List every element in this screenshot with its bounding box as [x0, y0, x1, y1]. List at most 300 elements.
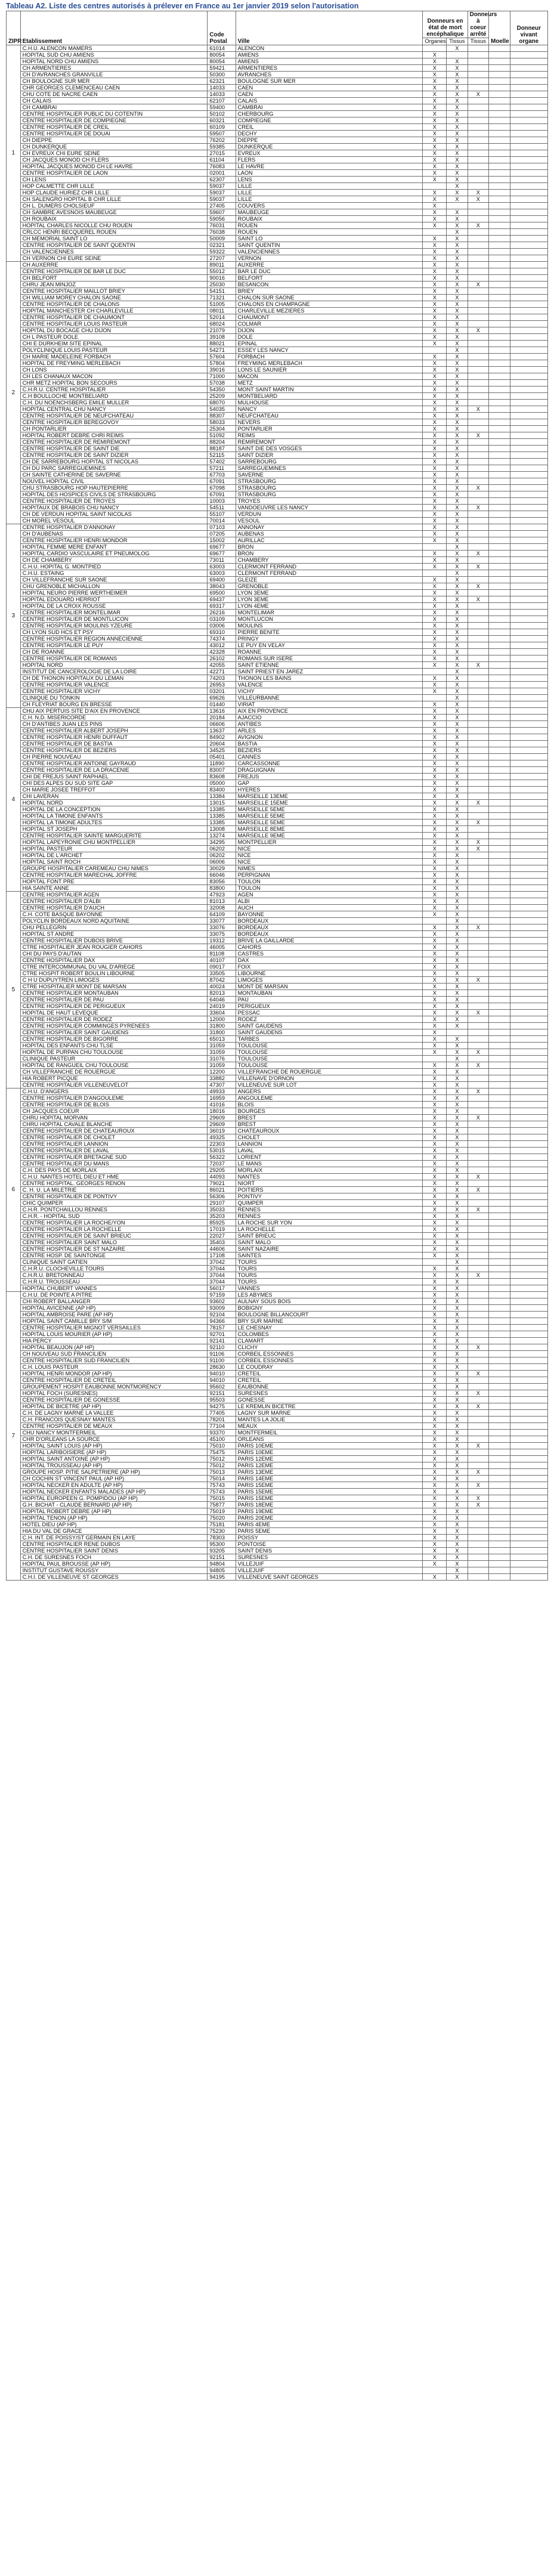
code-postal-cell: 92110	[208, 1344, 236, 1351]
ville-cell: BASTIA	[236, 741, 423, 747]
etablissement-cell: CHI E DURKHEIM SITE EPINAL	[20, 341, 208, 347]
table-row	[7, 826, 548, 833]
etablissement-cell: CENTRE HOSPITALIER DE SAINT BRIEUC	[20, 1233, 208, 1239]
code-postal-cell: 57038	[208, 380, 236, 386]
organes-mark: X	[423, 360, 447, 367]
ville-cell: SARREBOURG	[236, 459, 423, 465]
donneur-vivant-mark	[510, 1253, 547, 1259]
coeur-arrete-mark	[468, 236, 488, 242]
organes-mark: X	[423, 465, 447, 472]
ville-cell: STRASBOURG	[236, 478, 423, 485]
moelle-mark	[489, 806, 510, 813]
code-postal-cell: 78201	[208, 1417, 236, 1423]
ville-cell: BAR LE DUC	[236, 268, 423, 275]
donneur-vivant-mark	[510, 583, 547, 590]
code-postal-cell: 26216	[208, 610, 236, 616]
code-postal-cell: 41016	[208, 1102, 236, 1108]
coeur-arrete-mark	[468, 990, 488, 997]
tissus-mark: X	[447, 1305, 468, 1312]
organes-mark: X	[423, 459, 447, 465]
donneur-vivant-mark	[510, 531, 547, 537]
code-postal-cell: 10003	[208, 498, 236, 505]
coeur-arrete-mark	[468, 1036, 488, 1043]
etablissement-cell: CH CAMBRAI	[20, 104, 208, 111]
moelle-mark	[489, 1344, 510, 1351]
ville-cell: GONESSE	[236, 1397, 423, 1403]
ville-cell: BRIVE LA GAILLARDE	[236, 938, 423, 944]
tissus-mark: X	[447, 1161, 468, 1167]
moelle-mark	[489, 1253, 510, 1259]
moelle-mark	[489, 931, 510, 938]
etablissement-cell: CHR GEORGES CLEMENCEAU CAEN	[20, 85, 208, 91]
tissus-mark: X	[447, 885, 468, 892]
coeur-arrete-mark	[468, 288, 488, 295]
organes-mark: X	[423, 203, 447, 209]
organes-mark: X	[423, 321, 447, 327]
etablissement-cell: CENTRE HOSPITALIER BRETAGNE SUD	[20, 1154, 208, 1161]
etablissement-cell: CENTRE HOSPITALIER LANNION	[20, 1141, 208, 1148]
coeur-arrete-mark	[468, 373, 488, 380]
tissus-mark: X	[447, 45, 468, 52]
tissus-mark: X	[447, 872, 468, 879]
table-row	[7, 419, 548, 426]
ville-cell: SAINT MALO	[236, 1239, 423, 1246]
tissus-mark: X	[447, 137, 468, 144]
coeur-arrete-mark	[468, 1449, 488, 1456]
organes-mark: X	[423, 1029, 447, 1036]
donneur-vivant-mark	[510, 1029, 547, 1036]
ville-cell: AURILLAC	[236, 537, 423, 544]
donneur-vivant-mark	[510, 1200, 547, 1207]
table-row	[7, 944, 548, 951]
coeur-arrete-mark	[468, 1364, 488, 1371]
moelle-mark	[489, 596, 510, 603]
tissus-mark: X	[447, 117, 468, 124]
code-postal-cell: 44093	[208, 1174, 236, 1180]
tissus-mark: X	[447, 1200, 468, 1207]
moelle-mark	[489, 1357, 510, 1364]
tissus-mark: X	[447, 1233, 468, 1239]
tissus-mark: X	[447, 236, 468, 242]
etablissement-cell: HOPITAL SAINT LOUIS (AP HP)	[20, 1443, 208, 1449]
tissus-mark: X	[447, 229, 468, 236]
moelle-mark	[489, 1371, 510, 1377]
table-row	[7, 301, 548, 308]
moelle-mark	[489, 1010, 510, 1016]
coeur-arrete-mark	[468, 787, 488, 793]
organes-mark: X	[423, 1397, 447, 1403]
donneur-vivant-mark	[510, 1574, 547, 1581]
donneur-vivant-mark	[510, 1226, 547, 1233]
etablissement-cell: CH DUNKERQUE	[20, 144, 208, 150]
organes-mark: X	[423, 1423, 447, 1430]
tissus-mark: X	[447, 708, 468, 715]
tissus-mark: X	[447, 1331, 468, 1338]
organes-mark	[423, 695, 447, 701]
code-postal-cell: 54350	[208, 386, 236, 393]
table-row	[7, 1213, 548, 1220]
code-postal-cell: 13637	[208, 728, 236, 734]
ville-cell: COMPIEGNE	[236, 117, 423, 124]
etablissement-cell: CH MARIE JOSEE TREFFOT	[20, 787, 208, 793]
code-postal-cell: 50300	[208, 72, 236, 78]
etablissement-cell: HOPITAL AMBROISE PARE (AP HP)	[20, 1312, 208, 1318]
table-row	[7, 98, 548, 104]
coeur-arrete-mark	[468, 78, 488, 85]
coeur-arrete-mark	[468, 170, 488, 177]
code-postal-cell: 59385	[208, 144, 236, 150]
etablissement-cell: CENTRE HOSP. DE SAINTONGE	[20, 1253, 208, 1259]
table-row	[7, 386, 548, 393]
etablissement-cell: CLINIQUE SAINT GATIEN	[20, 1259, 208, 1266]
ville-cell: CALAIS	[236, 98, 423, 104]
donneur-vivant-mark	[510, 446, 547, 452]
etablissement-cell: C.H.R.U. TROUSSEAU	[20, 1279, 208, 1285]
etablissement-cell: CENTRE HOSPITALIER COMMINGES PYRENEES	[20, 1023, 208, 1029]
code-postal-cell: 62321	[208, 78, 236, 85]
organes-mark: X	[423, 1417, 447, 1423]
tissus-mark: X	[447, 964, 468, 970]
etablissement-cell: CENTRE HOSPITALIER SUD FRANCILIEN	[20, 1357, 208, 1364]
tissus-mark: X	[447, 813, 468, 820]
etablissement-cell: CHI DES ALPES DU SUD SITE GAP	[20, 780, 208, 787]
etablissement-cell: CHR D'ORLEANS LA SOURCE	[20, 1436, 208, 1443]
etablissement-cell: CH DE SARREBOURG HOPITAL ST NICOLAS	[20, 459, 208, 465]
moelle-mark	[489, 557, 510, 564]
organes-mark: X	[423, 1403, 447, 1410]
code-postal-cell: 91100	[208, 1357, 236, 1364]
coeur-arrete-mark	[468, 85, 488, 91]
ville-cell: MORLAIX	[236, 1167, 423, 1174]
table-row	[7, 715, 548, 721]
ville-cell: BRON	[236, 544, 423, 551]
moelle-mark	[489, 190, 510, 196]
code-postal-cell: 14033	[208, 85, 236, 91]
donneur-vivant-mark	[510, 1134, 547, 1141]
moelle-mark	[489, 1554, 510, 1561]
organes-mark: X	[423, 715, 447, 721]
donneur-vivant-mark	[510, 150, 547, 157]
tissus-mark: X	[447, 1010, 468, 1016]
organes-mark: X	[423, 911, 447, 918]
donneur-vivant-mark	[510, 662, 547, 669]
coeur-arrete-mark	[468, 557, 488, 564]
etablissement-cell: CENTRE HOSPITALIER MOULINS YZEURE	[20, 623, 208, 629]
ville-cell: PARIS 13EME	[236, 1469, 423, 1476]
ville-cell: CHOLET	[236, 1134, 423, 1141]
moelle-mark	[489, 537, 510, 544]
code-postal-cell: 74374	[208, 636, 236, 642]
coeur-arrete-mark	[468, 984, 488, 990]
moelle-mark	[489, 485, 510, 491]
coeur-arrete-mark: X	[468, 1482, 488, 1489]
organes-mark: X	[423, 1115, 447, 1121]
moelle-mark	[489, 117, 510, 124]
coeur-arrete-mark: X	[468, 564, 488, 570]
tissus-mark: X	[447, 1515, 468, 1522]
organes-mark: X	[423, 511, 447, 518]
moelle-mark	[489, 787, 510, 793]
ville-cell: AUXERRE	[236, 262, 423, 268]
organes-mark: X	[423, 452, 447, 459]
ville-cell: SAINT LO	[236, 236, 423, 242]
table-row	[7, 1357, 548, 1364]
tissus-mark: X	[447, 150, 468, 157]
tissus-mark: X	[447, 1377, 468, 1384]
code-postal-cell: 56306	[208, 1193, 236, 1200]
table-row	[7, 203, 548, 209]
moelle-mark	[489, 662, 510, 669]
donneur-vivant-mark	[510, 524, 547, 531]
code-postal-cell: 54511	[208, 505, 236, 511]
etablissement-cell: CH D'AVRANCHES GRANVILLE	[20, 72, 208, 78]
tissus-mark: X	[447, 308, 468, 314]
moelle-mark	[489, 144, 510, 150]
code-postal-cell: 57604	[208, 354, 236, 360]
ville-cell: TOURS	[236, 1279, 423, 1285]
code-postal-cell: 51092	[208, 432, 236, 439]
organes-mark: X	[423, 373, 447, 380]
ville-cell: SAINT DIZIER	[236, 452, 423, 459]
coeur-arrete-mark: X	[468, 1049, 488, 1056]
organes-mark: X	[423, 222, 447, 229]
coeur-arrete-mark	[468, 767, 488, 774]
code-postal-cell: 05401	[208, 754, 236, 760]
donneur-vivant-mark	[510, 1003, 547, 1010]
tissus-mark: X	[447, 551, 468, 557]
code-postal-cell: 68024	[208, 321, 236, 327]
table-row	[7, 813, 548, 820]
coeur-arrete-mark: X	[468, 924, 488, 931]
code-postal-cell: 35403	[208, 1239, 236, 1246]
coeur-arrete-mark	[468, 859, 488, 865]
code-postal-cell: 02321	[208, 242, 236, 249]
code-postal-cell: 50102	[208, 111, 236, 117]
tissus-mark: X	[447, 439, 468, 446]
moelle-mark	[489, 85, 510, 91]
table-row	[7, 537, 548, 544]
code-postal-cell: 33604	[208, 1010, 236, 1016]
donneur-vivant-mark	[510, 321, 547, 327]
coeur-arrete-mark	[468, 98, 488, 104]
code-postal-cell: 56017	[208, 1285, 236, 1292]
coeur-arrete-mark	[468, 616, 488, 623]
ville-cell: NICE	[236, 859, 423, 865]
ville-cell: REMIREMONT	[236, 439, 423, 446]
donneur-vivant-mark	[510, 1141, 547, 1148]
tissus-mark: X	[447, 1298, 468, 1305]
code-postal-cell: 64046	[208, 997, 236, 1003]
table-row	[7, 800, 548, 806]
organes-mark: X	[423, 446, 447, 452]
tissus-mark: X	[447, 682, 468, 688]
etablissement-cell: CHRU HOPITAL CAVALE BLANCHE	[20, 1121, 208, 1128]
coeur-arrete-mark: X	[468, 222, 488, 229]
etablissement-cell: CENTRE HOSPITALIER PUBLIC DU COTENTIN	[20, 111, 208, 117]
table-row	[7, 65, 548, 72]
moelle-mark	[489, 701, 510, 708]
table-row	[7, 1272, 548, 1279]
organes-mark: X	[423, 1213, 447, 1220]
ville-cell: LILLE	[236, 190, 423, 196]
coeur-arrete-mark	[468, 1167, 488, 1174]
ville-cell: SAINTES	[236, 1253, 423, 1259]
code-postal-cell: 46005	[208, 944, 236, 951]
donneur-vivant-mark	[510, 833, 547, 839]
organes-mark: X	[423, 1134, 447, 1141]
code-postal-cell: 59607	[208, 209, 236, 216]
header-ville: Ville	[236, 11, 423, 45]
organes-mark: X	[423, 1161, 447, 1167]
etablissement-cell: HOPITAL DU BOCAGE CHU DIJON	[20, 327, 208, 334]
table-row	[7, 511, 548, 518]
code-postal-cell: 03006	[208, 623, 236, 629]
code-postal-cell: 13385	[208, 806, 236, 813]
table-row	[7, 1167, 548, 1174]
moelle-mark	[489, 1102, 510, 1108]
moelle-mark	[489, 91, 510, 98]
table-row	[7, 72, 548, 78]
table-row	[7, 465, 548, 472]
donneur-vivant-mark	[510, 1443, 547, 1449]
header-donneurs-coeur: Donneurs à coeur arrêté	[468, 11, 488, 38]
etablissement-cell: GROUPE HOSPITALIER CAREMEAU CHU NIMES	[20, 865, 208, 872]
organes-mark: X	[423, 997, 447, 1003]
moelle-mark	[489, 767, 510, 774]
organes-mark: X	[423, 163, 447, 170]
code-postal-cell: 86021	[208, 1187, 236, 1193]
coeur-arrete-mark	[468, 1312, 488, 1318]
coeur-arrete-mark: X	[468, 1403, 488, 1410]
coeur-arrete-mark	[468, 675, 488, 682]
ville-cell: DOLE	[236, 334, 423, 341]
moelle-mark	[489, 393, 510, 400]
etablissement-cell: CENTRE HOSPITALIER VICHY	[20, 688, 208, 695]
header-donneurs-mort: Donneurs en état de mort encéphalique	[423, 11, 468, 38]
donneur-vivant-mark	[510, 1357, 547, 1364]
ville-cell: GRENOBLE	[236, 583, 423, 590]
tissus-mark: X	[447, 721, 468, 728]
coeur-arrete-mark: X	[468, 551, 488, 557]
code-postal-cell: 83400	[208, 787, 236, 793]
code-postal-cell: 67098	[208, 485, 236, 491]
ville-cell: LES ABYMES	[236, 1292, 423, 1298]
etablissement-cell: CH PIERRE NOUVEAU	[20, 754, 208, 760]
ville-cell: BELFORT	[236, 275, 423, 282]
etablissement-cell: CENTRE HOSPITALIER DE MEAUX	[20, 1423, 208, 1430]
etablissement-cell: CH VILLEFRANCHE DE ROUERGUE	[20, 1069, 208, 1075]
ville-cell: MOULINS	[236, 623, 423, 629]
code-postal-cell: 61104	[208, 157, 236, 163]
table-row	[7, 137, 548, 144]
organes-mark	[423, 570, 447, 577]
tissus-mark: X	[447, 918, 468, 924]
code-postal-cell: 92151	[208, 1554, 236, 1561]
donneur-vivant-mark	[510, 1154, 547, 1161]
coeur-arrete-mark	[468, 590, 488, 596]
ville-cell: BORDEAUX	[236, 924, 423, 931]
tissus-mark: X	[447, 85, 468, 91]
table-row	[7, 938, 548, 944]
tissus-mark: X	[447, 91, 468, 98]
code-postal-cell: 83056	[208, 879, 236, 885]
ville-cell: TARBES	[236, 1036, 423, 1043]
donneur-vivant-mark	[510, 957, 547, 964]
tissus-mark: X	[447, 1279, 468, 1285]
code-postal-cell: 83007	[208, 767, 236, 774]
organes-mark: X	[423, 177, 447, 183]
etablissement-cell: CENTRE HOSPITALIER RENE DUBOS	[20, 1541, 208, 1548]
code-postal-cell: 59507	[208, 131, 236, 137]
ville-cell: SARREGUEMINES	[236, 465, 423, 472]
organes-mark: X	[423, 1456, 447, 1462]
organes-mark: X	[423, 1279, 447, 1285]
donneur-vivant-mark	[510, 715, 547, 721]
table-row	[7, 911, 548, 918]
organes-mark: X	[423, 117, 447, 124]
etablissement-cell: HOPITAL NORD	[20, 662, 208, 669]
table-row	[7, 354, 548, 360]
moelle-mark	[489, 964, 510, 970]
tissus-mark: X	[447, 255, 468, 262]
ville-cell: LE MANS	[236, 1161, 423, 1167]
table-row	[7, 222, 548, 229]
coeur-arrete-mark	[468, 255, 488, 262]
coeur-arrete-mark	[468, 1148, 488, 1154]
organes-mark: X	[423, 839, 447, 846]
ville-cell: TOULOUSE	[236, 1043, 423, 1049]
etablissement-cell: CENTRE HOSPITALIER DE BASTIA	[20, 741, 208, 747]
donneur-vivant-mark	[510, 1535, 547, 1541]
table-row	[7, 229, 548, 236]
donneur-vivant-mark	[510, 879, 547, 885]
organes-mark: X	[423, 104, 447, 111]
ville-cell: VILLEJUIF	[236, 1567, 423, 1574]
organes-mark: X	[423, 1522, 447, 1528]
ville-cell: ROMANS SUR ISERE	[236, 655, 423, 662]
etablissement-cell: C.H. DE SURESNES FOCH	[20, 1554, 208, 1561]
table-row	[7, 629, 548, 636]
moelle-mark	[489, 216, 510, 222]
table-row	[7, 268, 548, 275]
organes-mark: X	[423, 1128, 447, 1134]
zone-number: 2	[7, 262, 21, 524]
ville-cell: AMIENS	[236, 52, 423, 58]
donneur-vivant-mark	[510, 885, 547, 892]
donneur-vivant-mark	[510, 124, 547, 131]
header-etablissement: Etablissement	[20, 11, 208, 45]
tissus-mark: X	[447, 1102, 468, 1108]
ville-cell: CLICHY	[236, 1344, 423, 1351]
moelle-mark	[489, 308, 510, 314]
code-postal-cell: 72037	[208, 1161, 236, 1167]
ville-cell: CLERMONT FERRAND	[236, 564, 423, 570]
table-row	[7, 157, 548, 163]
moelle-mark	[489, 1095, 510, 1102]
organes-mark: X	[423, 610, 447, 616]
organes-mark: X	[423, 892, 447, 898]
organes-mark: X	[423, 498, 447, 505]
coeur-arrete-mark: X	[468, 662, 488, 669]
table-row	[7, 872, 548, 879]
ville-cell: BLOIS	[236, 1102, 423, 1108]
table-row	[7, 1476, 548, 1482]
etablissement-cell: CENTRE HOSPITALIER DE SAINT DIE	[20, 446, 208, 452]
code-postal-cell: 69437	[208, 596, 236, 603]
code-postal-cell: 17108	[208, 1253, 236, 1259]
organes-mark	[423, 544, 447, 551]
ville-cell: VANNES	[236, 1285, 423, 1292]
